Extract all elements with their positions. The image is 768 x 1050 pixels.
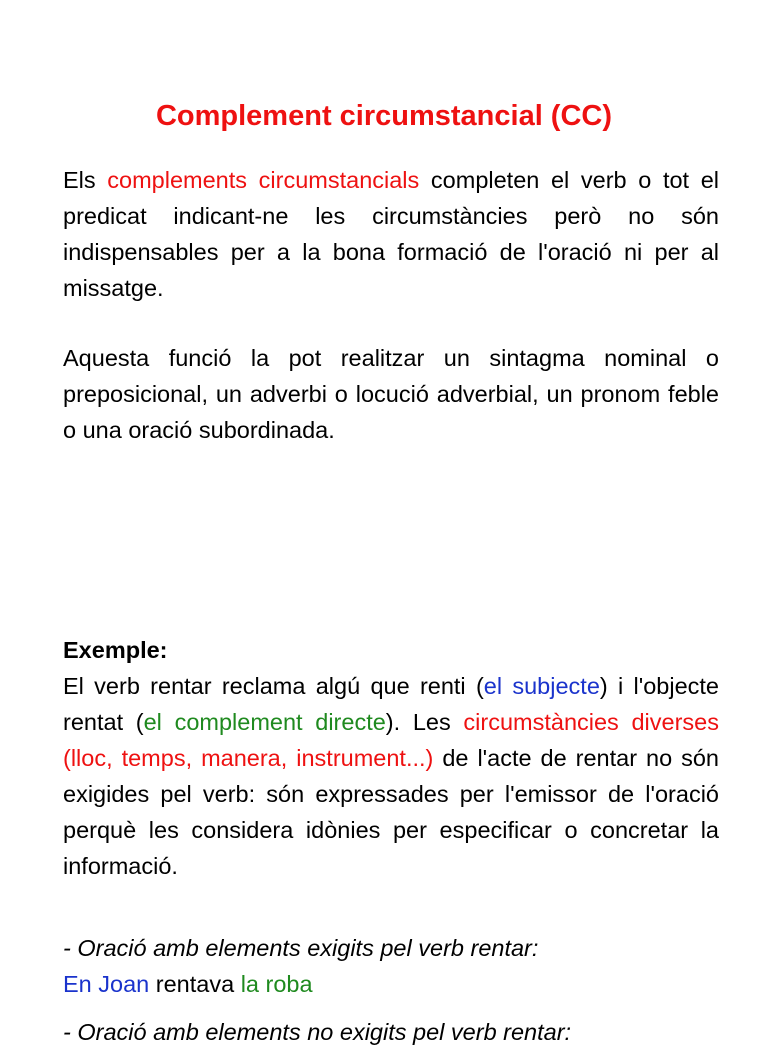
sentence1-subject: En Joan bbox=[63, 971, 150, 997]
example-text-4: de l'acte de rentar no són exigides pel verb: són expressades per l'emissor de l'oració perquè les considera idònies per especificar o concretar la informació. bbox=[63, 745, 719, 879]
definition-highlight: complements circumstancials bbox=[107, 167, 420, 193]
function-paragraph: Aquesta funció la pot realitzar un sintagma nominal o preposicional, un adverbi o locució adverbial, un pronom feble o una oració subordinada. bbox=[63, 345, 719, 443]
page-title: Complement circumstancial (CC) bbox=[155, 100, 613, 132]
example-text-3: ). Les bbox=[385, 709, 464, 735]
sentence1-verb: rentava bbox=[149, 971, 241, 997]
example-direct-object: el complement directe bbox=[143, 709, 386, 735]
definition-paragraph bbox=[63, 162, 719, 306]
sentence1-example bbox=[63, 966, 719, 1002]
example-circumstances: circumstàncies diverses (lloc, temps, manera, instrument...) bbox=[63, 709, 719, 771]
example-paragraph bbox=[63, 668, 719, 884]
example-text-1: El verb rentar reclama algú que renti ( bbox=[63, 673, 484, 699]
example-text-2: ) i l'objecte rentat ( bbox=[63, 673, 719, 735]
example-heading: Exemple: bbox=[63, 637, 168, 663]
definition-text-start: Els bbox=[63, 167, 108, 193]
example-subject: el subjecte bbox=[483, 673, 600, 699]
sentence2-label: - Oració amb elements no exigits pel verb rentar: bbox=[63, 1019, 572, 1045]
sentence1-label: - Oració amb elements exigits pel verb rentar: bbox=[63, 935, 539, 961]
sentence1-object: la roba bbox=[240, 971, 313, 997]
definition-text-end: completen el verb o tot el predicat indicant-ne les circumstàncies però no són indispensables per a la bona formació de l'oració ni per al missatge. bbox=[63, 167, 719, 301]
